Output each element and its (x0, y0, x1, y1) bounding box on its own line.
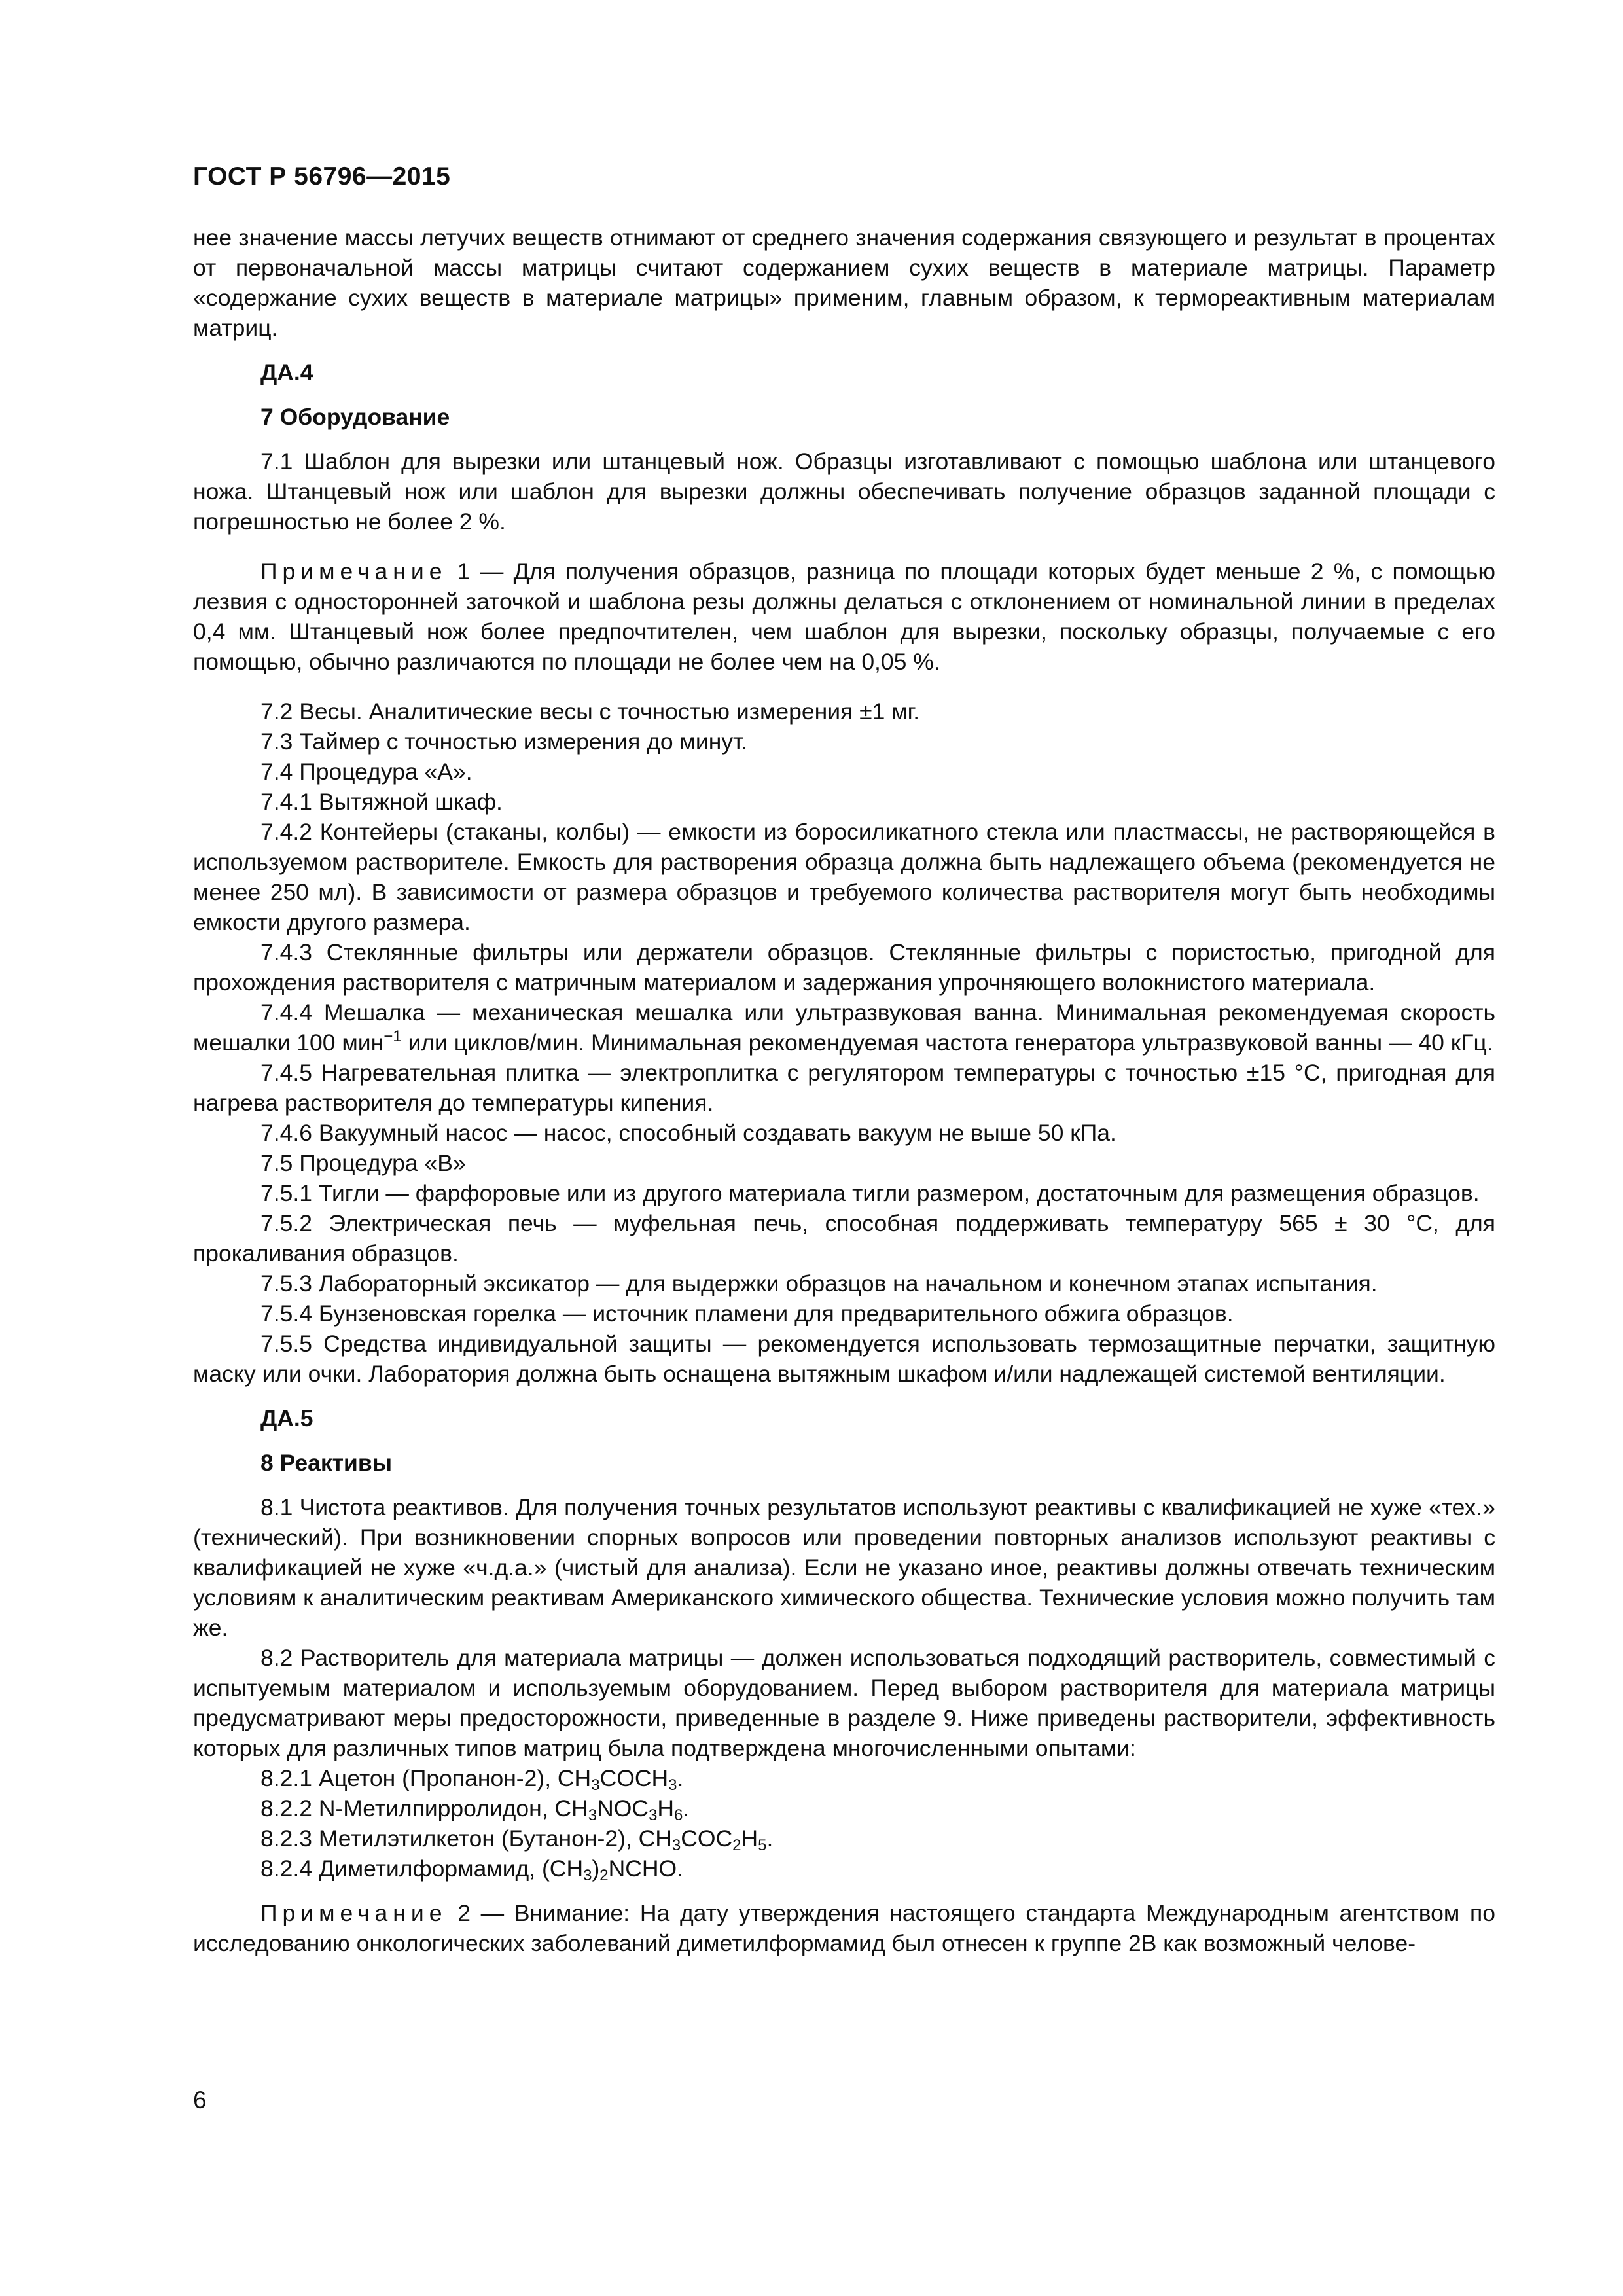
note-2-text: 2 — Внимание: На дату утверждения настоящего стандарта Международным агентством по исследованию онкологических заболеваний диметилформамид был отнесен к группе 2В как возможный челове- (193, 1900, 1495, 1956)
note-1 (193, 556, 1495, 677)
formula-text: H (657, 1795, 674, 1821)
paragraph-7-5-1: 7.5.1 Тигли — фарфоровые или из другого материала тигли размером, достаточным для размещения образцов. (260, 1180, 1480, 1206)
note-2-label: Примечание (260, 1900, 448, 1926)
formula-text: COC (681, 1825, 733, 1852)
paragraph-8-2-3 (193, 1823, 1495, 1854)
note-2 (193, 1898, 1495, 1958)
note-1-text: 1 — Для получения образцов, разница по площади которых будет меньше 2 %, с помощью лезвия с односторонней заточкой и шаблона резы должны делаться с отклонением от номинальной линии в пределах 0,4 мм. Штанцевый нож более предпочтителен, чем шаблон для вырезки, поскольку образцы, получаемые с его помощью, обычно различаются по площади не более чем на 0,05 %. (193, 558, 1495, 675)
paragraph-8-2: 8.2 Растворитель для материала матрицы — должен использоваться подходящий растворитель, совместимый с испытуемым материалом и используемым оборудованием. Перед выбором растворителя для материала матрицы предусматривают меры предосторожности, приведенные в разделе 9. Ниже приведены растворители, эффективность которых для различных типов матриц была подтверждена многочисленными опытами: (193, 1645, 1495, 1761)
formula-text: COCH (599, 1765, 669, 1791)
subscript: 2 (599, 1867, 609, 1884)
paragraph-8-2-1 (193, 1763, 1495, 1793)
paragraph-7-4-4 (193, 997, 1495, 1058)
intro-paragraph: нее значение массы летучих веществ отнимают от среднего значения содержания связующего и результат в процентах от первоначальной массы матрицы считают содержанием сухих веществ в материале матрицы. Параметр «содержание сухих веществ в материале матрицы» применим, главным образом, к термореактивным материалам матриц. (193, 224, 1495, 341)
paragraph-7-5-2: 7.5.2 Электрическая печь — муфельная печь, способная поддерживать температуру 565 ± 30 °С, для прокаливания образцов. (193, 1210, 1495, 1266)
subscript: 3 (588, 1806, 597, 1824)
note-1-label: Примечание (260, 558, 448, 584)
formula-text: . (683, 1795, 690, 1821)
document-header: ГОСТ Р 56796—2015 (193, 162, 451, 190)
section-title-8: 8 Реактивы (260, 1450, 393, 1476)
formula-text: . (766, 1825, 774, 1852)
appendix-label-da4: ДА.4 (260, 359, 313, 386)
paragraph-7-3: 7.3 Таймер с точностью измерения до минут. (260, 728, 748, 755)
paragraph-7-4-4-part-b: или циклов/мин. Минимальная рекомендуемая частота генератора ультразвуковой ванны — 40 кГц. (401, 1030, 1493, 1056)
subscript: 3 (648, 1806, 658, 1824)
subscript: 3 (668, 1776, 677, 1794)
formula-text: NOC (597, 1795, 649, 1821)
paragraph-7-1: 7.1 Шаблон для вырезки или штанцевый нож. Образцы изготавливают с помощью шаблона или штанцевого ножа. Штанцевый нож или шаблон для вырезки должны обеспечивать получение образцов заданной площади с погрешностью не более 2 %. (193, 448, 1495, 535)
section-title-7: 7 Оборудование (260, 404, 450, 430)
formula-text: 8.2.4 Диметилформамид, (CH (260, 1856, 584, 1882)
subscript: 6 (673, 1806, 683, 1824)
superscript: −1 (383, 1028, 402, 1045)
paragraph-8-1: 8.1 Чистота реактивов. Для получения точных результатов используют реактивы с квалификацией не хуже «тех.» (технический). При возникновении спорных вопросов или проведении повторных анализов используют реактивы с квалификацией не хуже «ч.д.а.» (чистый для анализа). Если не указано иное, реактивы должны отвечать техническим условиям к аналитическим реактивам Американского химического общества. Технические условия можно получить там же. (193, 1494, 1495, 1641)
paragraph-7-4-5: 7.4.5 Нагревательная плитка — электроплитка с регулятором температуры с точностью ±15 °С, пригодная для нагрева растворителя до температуры кипения. (193, 1060, 1495, 1116)
appendix-label-da5: ДА.5 (260, 1405, 313, 1431)
page-number: 6 (193, 2087, 207, 2113)
formula-text: . (677, 1765, 684, 1791)
paragraph-7-4-6: 7.4.6 Вакуумный насос — насос, способный создавать вакуум не выше 50 кПа. (260, 1120, 1116, 1146)
paragraph-7-5-3: 7.5.3 Лабораторный эксикатор — для выдержки образцов на начальном и конечном этапах испытания. (260, 1270, 1378, 1297)
paragraph-7-5: 7.5 Процедура «В» (260, 1150, 466, 1176)
subscript: 2 (732, 1837, 741, 1854)
formula-text: NCHO. (608, 1856, 684, 1882)
subscript: 3 (591, 1776, 600, 1794)
paragraph-7-4: 7.4 Процедура «А». (260, 759, 473, 785)
paragraph-8-2-2 (193, 1793, 1495, 1823)
subscript: 3 (671, 1837, 681, 1854)
formula-text: 8.2.1 Ацетон (Пропанон-2), CH (260, 1765, 592, 1791)
formula-text: ) (592, 1856, 600, 1882)
paragraph-8-2-4 (193, 1854, 1495, 1884)
paragraph-7-4-2: 7.4.2 Контейеры (стаканы, колбы) — емкости из боросиликатного стекла или пластмассы, не растворяющейся в используемом растворителе. Емкость для растворения образца должна быть надлежащего объема (рекомендуется не менее 250 мл). В зависимости от размера образцов и требуемого количества растворителя могут быть необходимы емкости другого размера. (193, 819, 1495, 935)
formula-text: 8.2.2 N-Метилпирролидон, CH (260, 1795, 588, 1821)
paragraph-7-4-1: 7.4.1 Вытяжной шкаф. (260, 789, 503, 815)
paragraph-7-5-5: 7.5.5 Средства индивидуальной защиты — рекомендуется использовать термозащитные перчатки, защитную маску или очки. Лаборатория должна быть оснащена вытяжным шкафом и/или надлежащей системой вентиляции. (193, 1331, 1495, 1387)
page-content (193, 223, 1495, 1958)
paragraph-7-4-3: 7.4.3 Стеклянные фильтры или держатели образцов. Стеклянные фильтры с пористостью, пригодной для прохождения растворителя с матричным материалом и задержания упрочняющего волокнистого материала. (193, 939, 1495, 996)
subscript: 3 (583, 1867, 592, 1884)
formula-text: H (741, 1825, 758, 1852)
subscript: 5 (758, 1837, 767, 1854)
paragraph-7-2: 7.2 Весы. Аналитические весы с точностью измерения ±1 мг. (260, 698, 920, 725)
formula-text: 8.2.3 Метилэтилкетон (Бутанон-2), CH (260, 1825, 672, 1852)
paragraph-7-5-4: 7.5.4 Бунзеновская горелка — источник пламени для предварительного обжига образцов. (260, 1300, 1234, 1327)
paragraph-7-4-4-part-a: 7.4.4 Мешалка — механическая мешалка или ультразвуковая ванна. Минимальная рекомендуемая скорость мешалки 100 мин (193, 999, 1495, 1056)
